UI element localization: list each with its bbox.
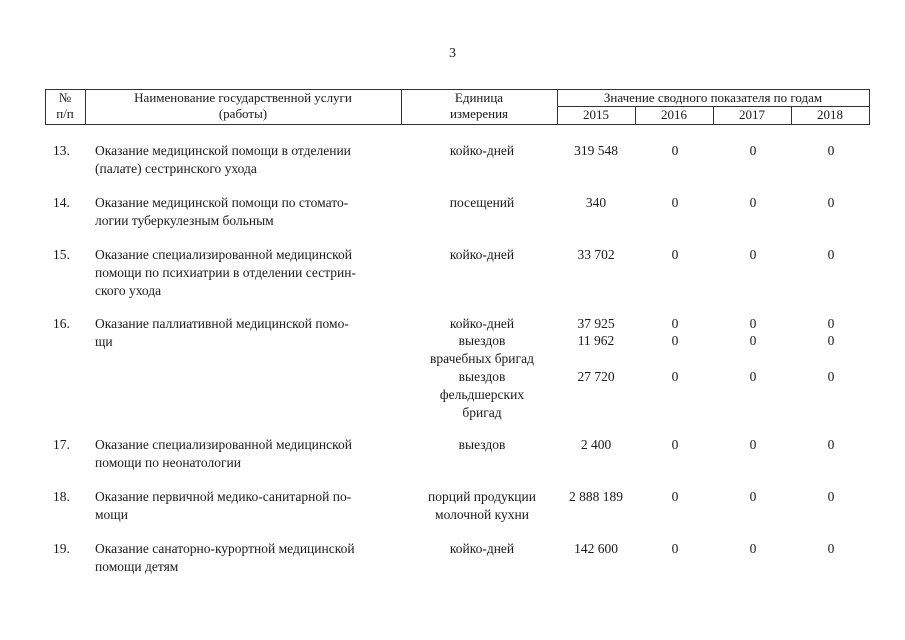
- header-col-unit: [401, 90, 557, 122]
- service-name-line: Оказание санаторно-курортной медицинской: [95, 541, 355, 556]
- unit-subrow: [0, 315, 905, 333]
- header-col-num-line: п/п: [56, 106, 74, 121]
- value-2015: 319 548: [574, 143, 618, 158]
- value-2016: 0: [671, 369, 679, 384]
- value-2016: 0: [671, 489, 679, 504]
- service-name-line: Оказание специализированной медицинской: [95, 437, 352, 452]
- row-number: 15.: [53, 247, 70, 262]
- row-number: 16.: [53, 316, 70, 331]
- unit-of-measure: выездов: [458, 437, 506, 452]
- value-2017: 0: [749, 316, 757, 331]
- value-2017: 0: [749, 489, 757, 504]
- table-header: [45, 89, 869, 125]
- value-2018: 0: [827, 369, 835, 384]
- header-values-title: Значение сводного показателя по годам: [603, 90, 823, 105]
- table-row: [0, 194, 905, 230]
- value-2016: 0: [671, 247, 679, 262]
- unit-of-measure: койко-дней: [449, 541, 515, 556]
- page-number: 3: [449, 46, 456, 61]
- unit-line: выездов: [458, 369, 506, 384]
- header-col-name-line: Наименование государственной услуги: [134, 90, 352, 105]
- service-name: [95, 246, 401, 300]
- value-2016: 0: [671, 437, 679, 452]
- row-number: 17.: [53, 437, 70, 452]
- header-col-name: [85, 90, 401, 122]
- value-2018: 0: [827, 333, 835, 348]
- row-number: 18.: [53, 489, 70, 504]
- unit-subrow: [0, 332, 905, 368]
- value-2018: 0: [827, 437, 835, 452]
- unit-line: фельдшерских: [439, 387, 525, 402]
- unit-line: бригад: [462, 405, 502, 420]
- header-vline: [869, 89, 870, 125]
- value-2018: 0: [827, 316, 835, 331]
- service-name-line: ского ухода: [95, 283, 162, 298]
- table-row: [0, 436, 905, 472]
- value-2017: 0: [749, 437, 757, 452]
- value-2016: 0: [671, 541, 679, 556]
- value-2018: 0: [827, 143, 835, 158]
- value-2017: 0: [749, 369, 757, 384]
- header-year-2017: 2017: [739, 107, 765, 122]
- header-border-bottom: [45, 124, 869, 125]
- unit-of-measure: [413, 368, 551, 422]
- header-year-2015: 2015: [583, 107, 609, 122]
- service-name-line: Оказание медицинской помощи в отделении: [95, 143, 351, 158]
- header-col-num: [45, 90, 85, 122]
- unit-line: порций продукции: [428, 489, 536, 504]
- table-row: [0, 246, 905, 300]
- value-2018: 0: [827, 541, 835, 556]
- service-name-line: помощи детям: [95, 559, 179, 574]
- service-name-line: логии туберкулезным больным: [95, 213, 274, 228]
- value-2017: 0: [749, 541, 757, 556]
- service-name-line: Оказание специализированной медицинской: [95, 247, 352, 262]
- header-col-unit-line: измерения: [449, 106, 509, 121]
- unit-of-measure: [413, 488, 551, 524]
- value-2018: 0: [827, 247, 835, 262]
- service-name-line: щи: [95, 334, 113, 349]
- service-name: [95, 540, 401, 576]
- service-name-line: мощи: [95, 507, 128, 522]
- unit-line: молочной кухни: [435, 507, 529, 522]
- value-2017: 0: [749, 333, 757, 348]
- table-row: [0, 540, 905, 576]
- header-year-2018: 2018: [817, 107, 843, 122]
- value-2015: 37 925: [577, 316, 615, 331]
- row-number: 14.: [53, 195, 70, 210]
- unit-of-measure: посещений: [449, 195, 515, 210]
- service-name-line: Оказание медицинской помощи по стомато-: [95, 195, 349, 210]
- unit-of-measure: [413, 332, 551, 368]
- service-name-line: помощи по психиатрии в отделении сестрин-: [95, 265, 356, 280]
- value-2017: 0: [749, 143, 757, 158]
- unit-line: выездов: [458, 333, 506, 348]
- unit-of-measure: койко-дней: [449, 247, 515, 262]
- value-2015: 142 600: [574, 541, 618, 556]
- value-2018: 0: [827, 195, 835, 210]
- table-row: [0, 315, 905, 423]
- value-2015: 340: [585, 195, 607, 210]
- value-2015: 33 702: [577, 247, 615, 262]
- value-2016: 0: [671, 143, 679, 158]
- value-2016: 0: [671, 333, 679, 348]
- unit-of-measure: койко-дней: [449, 316, 515, 331]
- value-2015: 27 720: [577, 369, 615, 384]
- value-2016: 0: [671, 195, 679, 210]
- service-name: [95, 194, 401, 230]
- header-year-2016: 2016: [661, 107, 687, 122]
- service-name-line: Оказание первичной медико-санитарной по-: [95, 489, 352, 504]
- unit-subrow: [0, 368, 905, 422]
- row-number: 19.: [53, 541, 70, 556]
- value-2016: 0: [671, 316, 679, 331]
- service-name: [95, 142, 401, 178]
- value-2017: 0: [749, 195, 757, 210]
- value-2015: 2 888 189: [569, 489, 623, 504]
- header-col-name-line: (работы): [218, 106, 268, 121]
- value-2015: 11 962: [577, 333, 615, 348]
- service-name-line: Оказание паллиативной медицинской помо-: [95, 316, 349, 331]
- service-name: [95, 436, 401, 472]
- value-2017: 0: [749, 247, 757, 262]
- header-col-unit-line: Единица: [454, 90, 504, 105]
- row-number: 13.: [53, 143, 70, 158]
- service-name-line: (палате) сестринского ухода: [95, 161, 257, 176]
- table-row: [0, 488, 905, 524]
- service-name-line: помощи по неонатологии: [95, 455, 241, 470]
- service-name: [95, 488, 401, 524]
- unit-line: врачебных бригад: [430, 351, 534, 366]
- table-row: [0, 142, 905, 178]
- value-2018: 0: [827, 489, 835, 504]
- value-2015: 2 400: [580, 437, 612, 452]
- unit-of-measure: койко-дней: [449, 143, 515, 158]
- header-col-num-line: №: [58, 90, 72, 105]
